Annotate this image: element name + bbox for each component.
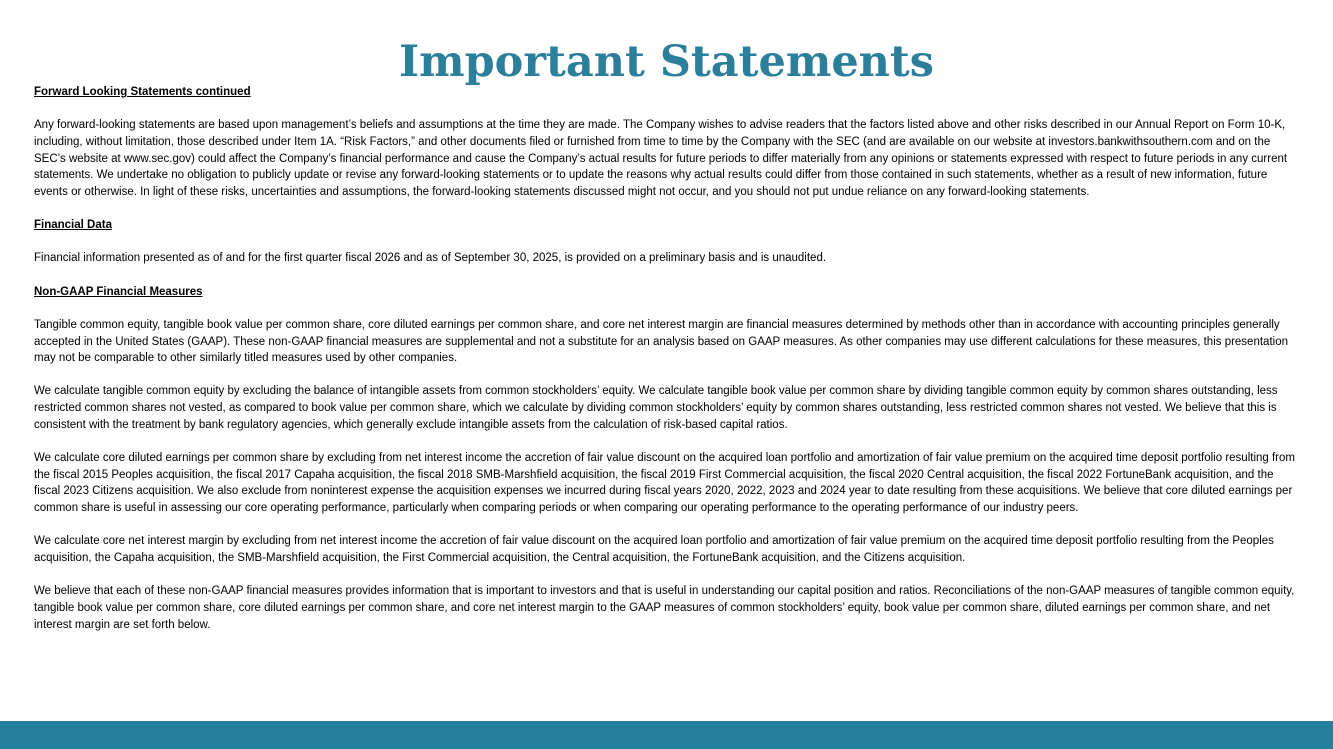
spacer xyxy=(34,434,1302,451)
paragraph-forward-looking: Any forward-looking statements are based upon management’s beliefs and assumptions at the time they are made. The Company wishes to advise readers that the factors listed above and other risks described in our Annual Report on Form 10-K, including, without limitation, those described under Item 1A. “Risk Factors,” and other documents filed or furnished from time to time by the Company with the SEC (and are available on our website at investors.bankwithsouthern.com and on the SEC’s website at www.sec.gov) could affect the Company’s financial performance and cause the Company’s actual results for future periods to differ materially from any opinions or statements expressed with respect to future periods in any current statements. We undertake no obligation to publicly update or revise any forward-looking statements or to update the reasons why actual results could differ from those contained in such statements, whether as a result of new information, future events or otherwise. In light of these risks, uncertainties and assumptions, the forward-looking statements discussed might not occur, and you should not put undue reliance on any forward-looking statements. xyxy=(34,119,1288,199)
paragraph-non-gaap-definition: Tangible common equity, tangible book value per common share, core diluted earnings per common share, and core net interest margin are financial measures determined by methods other than in accordance with accounting principles generally accepted in the United States (GAAP). These non-GAAP financial measures are supplemental and not a substitute for an analysis based on GAAP measures. As other companies may use different calculations for these measures, this presentation may not be comparable to other similarly titled measures used by other companies. xyxy=(34,318,1288,365)
spacer xyxy=(34,101,1302,118)
spacer xyxy=(34,517,1302,534)
spacer xyxy=(34,267,1302,284)
paragraph-reconciliation: We believe that each of these non-GAAP financial measures provides information that is important to investors and that is useful in understanding our capital position and ratios. Reconciliations of the non-GAAP measures of tangible common equity, tangible book value per common share, core diluted earnings per common share, and core net interest margin to the GAAP measures of common stockholders’ equity, book value per common share, diluted earnings per common share, and net interest margin are set forth below. xyxy=(34,585,1295,631)
paragraph-tangible-equity: We calculate tangible common equity by excluding the balance of intangible assets from common stockholders’ equity. We calculate tangible book value per common share by dividing tangible common equity by common shares outstanding, less restricted common shares not vested, as compared to book value per common share, which we calculate by dividing common stockholders’ equity by common shares outstanding, less restricted common shares not vested. We believe that this is consistent with the treatment by bank regulatory agencies, which generally exclude intangible assets from the calculation of risk-based capital ratios. xyxy=(34,385,1278,431)
footer-bar xyxy=(0,721,1333,749)
spacer xyxy=(34,201,1302,218)
section-heading-non-gaap: Non-GAAP Financial Measures xyxy=(34,285,203,298)
section-heading-forward-looking: Forward Looking Statements continued xyxy=(34,86,251,98)
section-heading-financial-data: Financial Data xyxy=(34,219,112,232)
spacer xyxy=(34,300,1302,317)
spacer xyxy=(34,567,1302,584)
paragraph-core-diluted-earnings: We calculate core diluted earnings per common share by excluding from net interest income the accretion of fair value discount on the acquired loan portfolio and amortization of fair value premium on the acquired time deposit portfolio resulting from the fiscal 2015 Peoples acquisition, the fiscal 2017 Capaha acquisition, the fiscal 2018 SMB-Marshfield acquisition, the fiscal 2019 First Commercial acquisition, the fiscal 2020 Central acquisition, the fiscal 2022 FortuneBank acquisition, and the fiscal 2023 Citizens acquisition. We also exclude from noninterest expense the acquisition expenses we incurred during fiscal years 2020, 2022, 2023 and 2024 year to date resulting from these acquisitions. We believe that core diluted earnings per common share is useful in assessing our core operating performance, particularly when comparing periods or when comparing our operating performance to the operating performance of our industry peers. xyxy=(34,452,1295,515)
paragraph-financial-data: Financial information presented as of and for the first quarter fiscal 2026 and as of September 30, 2025, is provided on a preliminary basis and is unaudited. xyxy=(34,252,827,265)
page-title: Important Statements xyxy=(398,37,935,87)
spacer xyxy=(34,234,1302,251)
spacer xyxy=(34,367,1302,384)
document-body xyxy=(34,84,1302,633)
paragraph-core-net-interest-margin: We calculate core net interest margin by excluding from net interest income the accretion of fair value discount on the acquired loan portfolio and amortization of fair value premium on the acquired time deposit portfolio resulting from the Peoples acquisition, the Capaha acquisition, the SMB-Marshfield acquisition, the First Commercial acquisition, the Central acquisition, the FortuneBank acquisition, and the Citizens acquisition. xyxy=(34,535,1274,565)
